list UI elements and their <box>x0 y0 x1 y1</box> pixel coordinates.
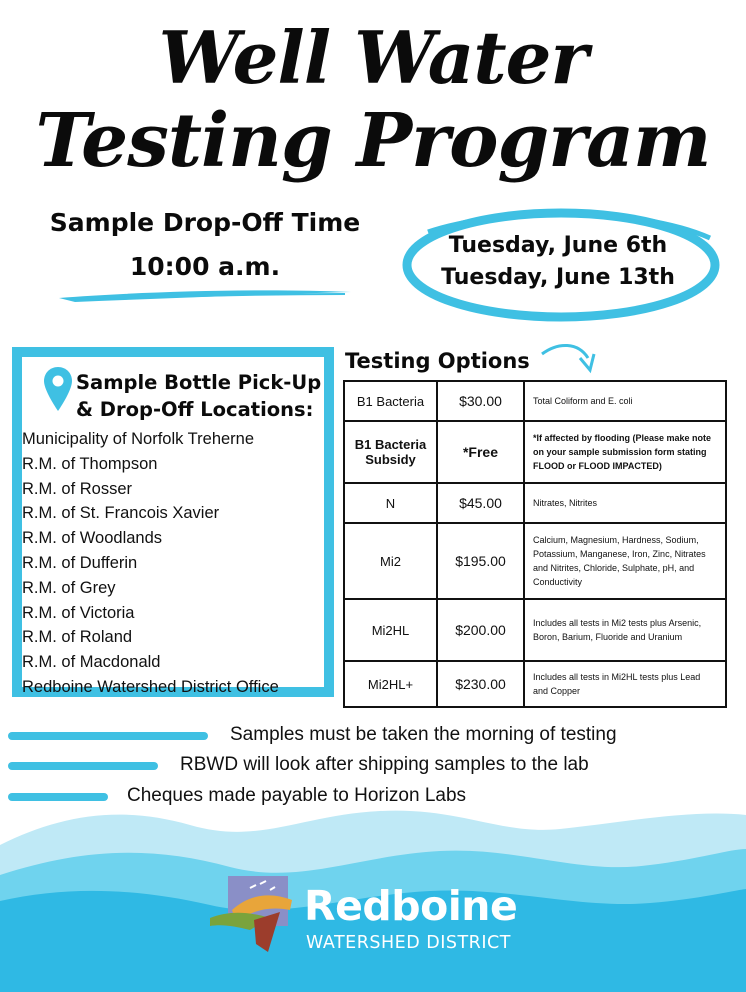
test-description: Calcium, Magnesium, Hardness, Sodium, Potassium, Manganese, Iron, Zinc, Nitrates and Nitrites, Chloride, Sulphate, pH, and Conductivity <box>524 523 726 599</box>
dates <box>408 230 708 294</box>
logo-subtitle: WATERSHED DISTRICT <box>306 933 511 953</box>
date-1: Tuesday, June 6th <box>448 233 668 258</box>
list-item: R.M. of Thompson <box>22 454 158 473</box>
date-2: Tuesday, June 13th <box>441 265 675 290</box>
note-1: Samples must be taken the morning of testing <box>230 724 617 745</box>
test-price: $195.00 <box>437 523 524 599</box>
test-description: Total Coliform and E. coli <box>524 381 726 421</box>
test-price: $230.00 <box>437 661 524 707</box>
note-3: Cheques made payable to Horizon Labs <box>127 785 467 806</box>
table-row <box>344 483 726 523</box>
test-price: $200.00 <box>437 599 524 661</box>
list-item: R.M. of Woodlands <box>22 529 163 548</box>
list-item: Municipality of Norfolk Treherne <box>22 430 255 448</box>
dropoff-label: Sample Drop-Off Time <box>49 208 361 237</box>
list-item: R.M. of Roland <box>22 628 133 647</box>
note-bar-3 <box>8 793 108 801</box>
table-row <box>344 599 726 661</box>
dropoff-time: 10:00 a.m. <box>129 252 281 281</box>
list-item: R.M. of Grey <box>22 578 116 597</box>
note-bar-1 <box>8 732 208 740</box>
note-2: RBWD will look after shipping samples to the lab <box>180 754 589 775</box>
test-description: Includes all tests in Mi2HL tests plus Lead and Copper <box>524 661 726 707</box>
list-item: R.M. of St. Francois Xavier <box>22 504 220 523</box>
locations-box <box>12 347 334 697</box>
title-line-2: Testing Program <box>35 98 711 184</box>
list-item: R.M. of Rosser <box>22 479 133 498</box>
testing-options-heading: Testing Options <box>345 349 530 373</box>
locations-list <box>22 427 279 700</box>
locations-heading <box>76 369 326 423</box>
test-description: Nitrates, Nitrites <box>524 483 726 523</box>
list-item: R.M. of Dufferin <box>22 553 138 572</box>
brush-stroke-decoration <box>55 286 355 306</box>
table-row <box>344 381 726 421</box>
map-pin-icon <box>44 367 72 411</box>
test-name: Mi2HL <box>344 599 437 661</box>
test-description: Includes all tests in Mi2 tests plus Arsenic, Boron, Barium, Fluoride and Uranium <box>524 599 726 661</box>
test-name: Mi2HL+ <box>344 661 437 707</box>
title-line-1: Well Water <box>158 15 588 100</box>
list-item: R.M. of Victoria <box>22 603 135 622</box>
test-name: Mi2 <box>344 523 437 599</box>
locations-heading-line-2: & Drop-Off Locations: <box>76 398 314 421</box>
test-description: *If affected by flooding (Please make note on your sample submission form stating FLOOD or FLOOD IMPACTED) <box>524 421 726 483</box>
list-item: Redboine Watershed District Office <box>22 677 279 696</box>
table-row <box>344 661 726 707</box>
redboine-logo-icon <box>210 874 302 954</box>
table-row <box>344 523 726 599</box>
note-bar-2 <box>8 762 158 770</box>
curved-arrow-icon <box>538 340 598 376</box>
locations-heading-line-1: Sample Bottle Pick-Up <box>76 371 322 394</box>
test-price: *Free <box>437 421 524 483</box>
test-name: B1 Bacteria Subsidy <box>344 421 437 483</box>
table-row <box>344 421 726 483</box>
logo-name: Redboine <box>304 882 518 930</box>
list-item: R.M. of Macdonald <box>22 653 161 672</box>
test-name: N <box>344 483 437 523</box>
testing-options-table <box>343 380 727 708</box>
test-price: $45.00 <box>437 483 524 523</box>
test-name: B1 Bacteria <box>344 381 437 421</box>
test-price: $30.00 <box>437 381 524 421</box>
